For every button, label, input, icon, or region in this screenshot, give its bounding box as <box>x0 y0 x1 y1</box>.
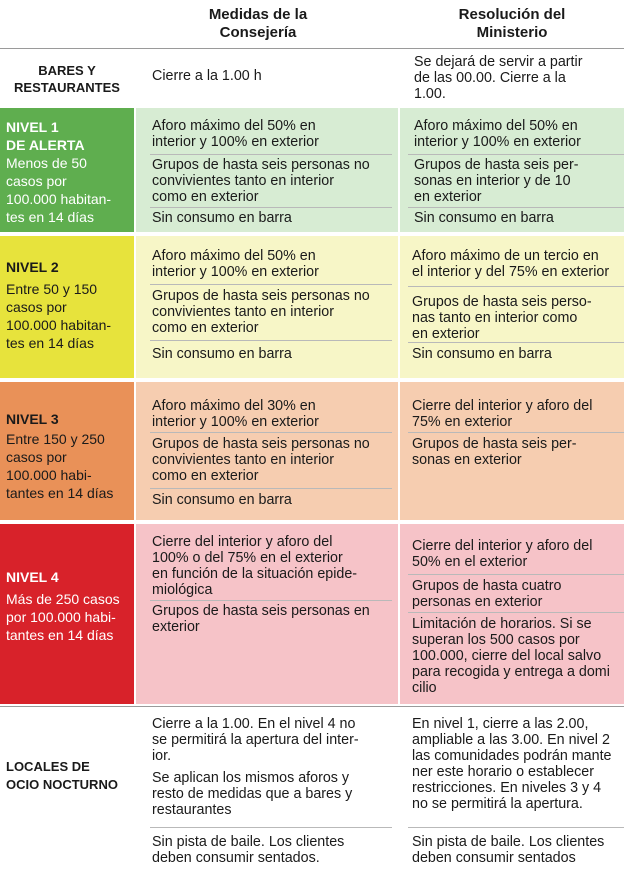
cell-nivel3-consejeria <box>136 382 398 520</box>
cell-text: Aforo máximo del 50% en interior y 100% en exterior <box>152 118 319 150</box>
cell-divider <box>408 286 624 287</box>
cell-text: Se aplican los mismos aforos y resto de medidas que a bares y restaurantes <box>152 770 353 818</box>
cell-text: Aforo máximo del 50% en interior y 100% en exterior <box>414 118 581 150</box>
row-label-nivel1 <box>0 118 134 226</box>
cell-text: Sin consumo en barra <box>152 492 292 508</box>
cell-text: Grupos de hasta cuatro personas en exterior <box>412 578 562 610</box>
cell-divider <box>408 574 624 575</box>
header-consejeria-text: Medidas de la Consejería <box>208 6 308 41</box>
cell-text: Grupos de hasta seis per- sonas en exterior <box>412 436 577 468</box>
cell-text: Sin consumo en barra <box>152 346 292 362</box>
cell-divider <box>408 207 624 208</box>
row-label-nivel4 <box>0 568 134 644</box>
cell-divider <box>150 432 392 433</box>
nivel2-title: NIVEL 2 <box>6 259 59 275</box>
cell-divider <box>150 827 392 828</box>
cell-nivel2-consejeria <box>136 236 398 378</box>
cell-text: Cierre a la 1.00 h <box>152 68 262 84</box>
header-ministerio <box>400 0 624 48</box>
cell-divider <box>408 154 624 155</box>
cell-text: Sin consumo en barra <box>412 346 552 362</box>
cell-divider <box>150 488 392 489</box>
cell-text: Limitación de horarios. Si se superan los 500 casos por 100.000, cierre del local salvo para recogida y entrega a domi cilio <box>412 616 610 696</box>
cell-nivel1-consejeria <box>136 108 398 232</box>
cell-nivel4-consejeria <box>136 524 398 704</box>
cell-text: En nivel 1, cierre a las 2.00, ampliable a las 3.00. En nivel 2 las comunidades podrán mante ner este horario o establecer restricciones. En niveles 3 y 4 no se permitirá la apertura. <box>412 716 612 812</box>
cell-divider <box>150 207 392 208</box>
cell-divider <box>408 432 624 433</box>
cell-text: Grupos de hasta seis personas no convivientes tanto en interior como en exterior <box>152 157 370 205</box>
cell-text: Grupos de hasta seis personas en exterior <box>152 603 370 635</box>
cell-text: Cierre a la 1.00. En el nivel 4 no se permitirá la apertura del inter- ior. <box>152 716 359 764</box>
nivel1-title: NIVEL 1 DE ALERTA <box>6 119 85 153</box>
nivel1-desc: Menos de 50 casos por 100.000 habitan- tes en 14 días <box>6 155 112 225</box>
cell-nivel1-ministerio <box>400 108 624 232</box>
cell-text: Cierre del interior y aforo del 100% o del 75% en el exterior en función de la situación epide- miológica <box>152 534 358 598</box>
cell-nivel4-ministerio <box>400 524 624 704</box>
cell-text: Aforo máximo del 30% en interior y 100% en exterior <box>152 398 319 430</box>
nivel3-desc: Entre 150 y 250 casos por 100.000 habi- tantes en 14 días <box>6 431 114 501</box>
cell-text: Cierre del interior y aforo del 75% en exterior <box>412 398 593 430</box>
row-label-nivel2 <box>0 258 134 352</box>
cell-text: Grupos de hasta seis personas no convivientes tanto en interior como en exterior <box>152 436 370 484</box>
row-label-nivel3 <box>0 410 134 502</box>
cell-divider <box>150 340 392 341</box>
cell-text: Grupos de hasta seis perso- nas tanto en interior como en exterior <box>412 294 592 342</box>
cell-divider <box>408 827 624 828</box>
cell-ocio-consejeria <box>136 706 398 880</box>
cell-nivel3-ministerio <box>400 382 624 520</box>
cell-text: Sin consumo en barra <box>414 210 554 226</box>
nivel4-title: NIVEL 4 <box>6 569 59 585</box>
row-label-bares: BARES Y RESTAURANTES <box>14 63 120 95</box>
cell-nivel2-ministerio <box>400 236 624 378</box>
cell-text: Sin pista de baile. Los clientes deben consumir sentados <box>412 834 605 866</box>
cell-text: Sin pista de baile. Los clientes deben consumir sentados. <box>152 834 345 866</box>
cell-divider <box>408 342 624 343</box>
nivel3-title: NIVEL 3 <box>6 411 59 427</box>
cell-text: Sin consumo en barra <box>152 210 292 226</box>
header-ministerio-text: Resolución del Ministerio <box>458 6 566 41</box>
cell-ocio-ministerio <box>400 706 624 880</box>
header-consejeria <box>148 0 368 48</box>
cell-text: Aforo máximo de un tercio en el interior y del 75% en exterior <box>412 248 610 280</box>
row-label-ocio: LOCALES DE OCIO NOCTURNO <box>6 759 118 792</box>
cell-text: Aforo máximo del 50% en interior y 100% en exterior <box>152 248 319 280</box>
cell-text: Grupos de hasta seis personas no convivientes tanto en interior como en exterior <box>152 288 370 336</box>
cell-text: Grupos de hasta seis per- sonas en interior y de 10 en exterior <box>414 157 579 205</box>
nivel4-desc: Más de 250 casos por 100.000 habi- tantes en 14 días <box>6 591 120 643</box>
cell-text: Se dejará de servir a partir de las 00.00. Cierre a la 1.00. <box>414 54 583 102</box>
cell-divider <box>408 612 624 613</box>
cell-bares-ministerio <box>400 48 624 108</box>
cell-divider <box>150 284 392 285</box>
cell-text: Cierre del interior y aforo del 50% en el exterior <box>412 538 593 570</box>
cell-divider <box>150 154 392 155</box>
nivel2-desc: Entre 50 y 150 casos por 100.000 habitan- tes en 14 días <box>6 281 112 351</box>
cell-bares-consejeria <box>136 48 396 108</box>
cell-divider <box>150 600 392 601</box>
